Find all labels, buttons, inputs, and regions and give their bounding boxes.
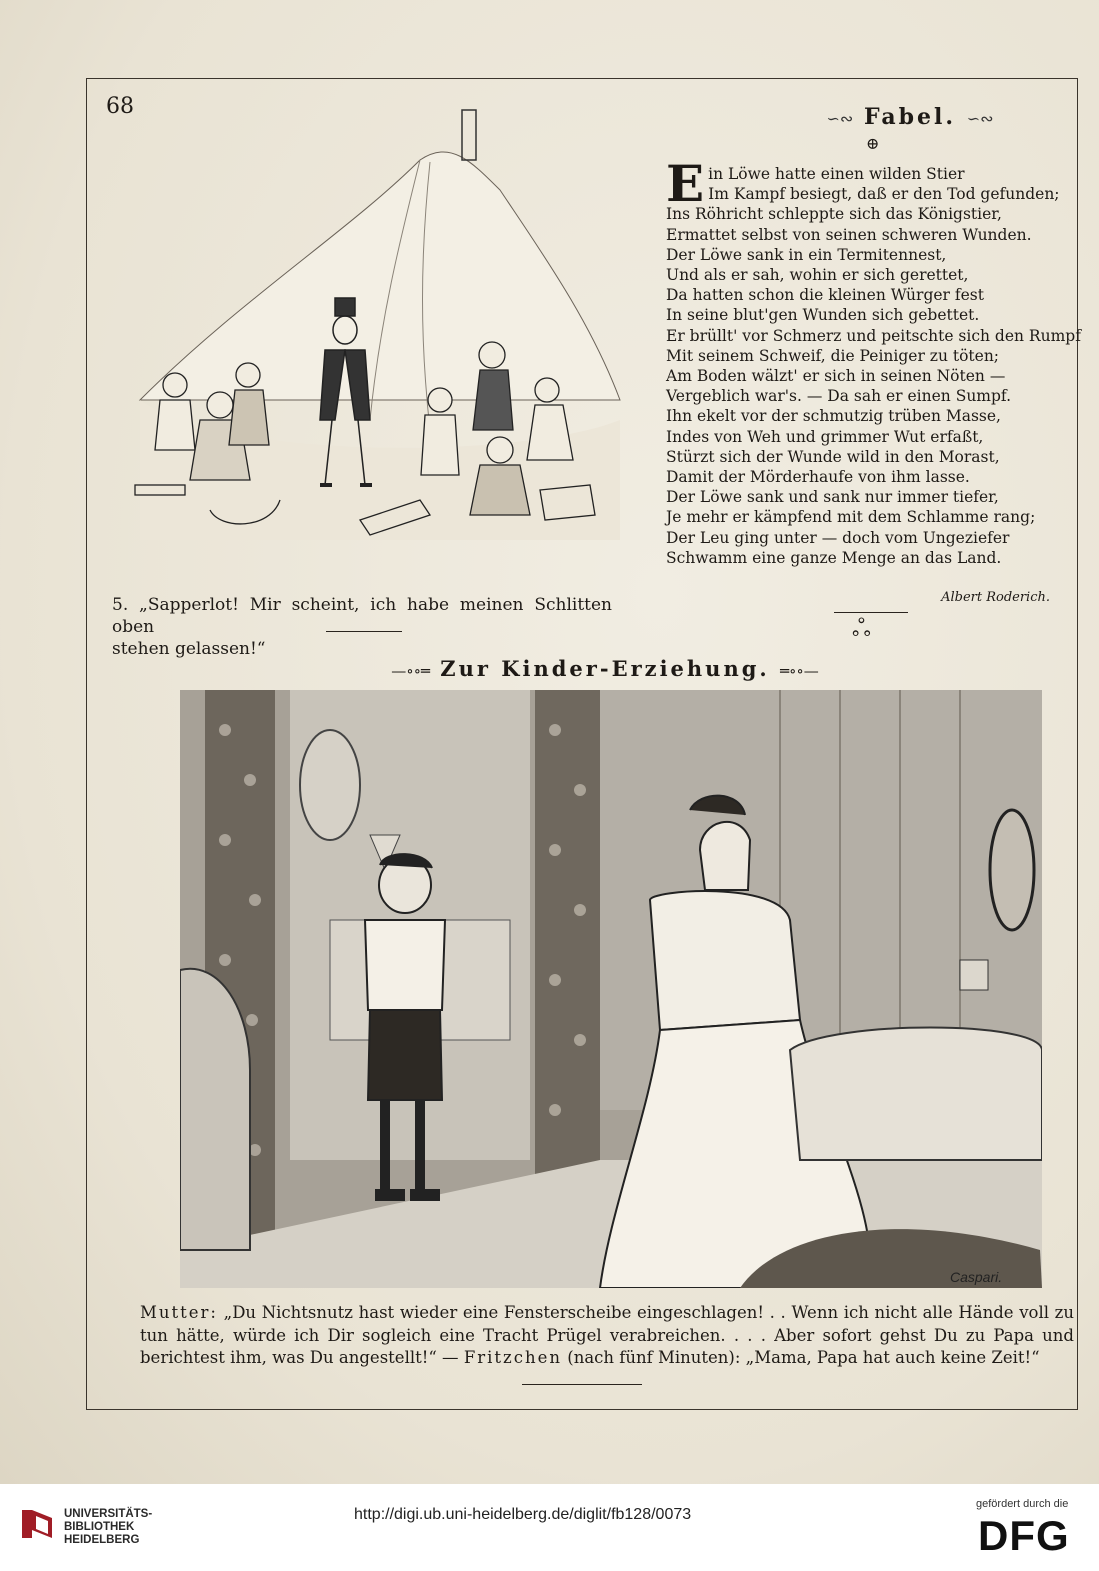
bottom-divider [522, 1384, 642, 1385]
flourish-left-icon: —∘∘═ [391, 662, 430, 680]
library-name [64, 1508, 152, 1547]
fable-divider [834, 612, 908, 613]
speaker-fritzchen: Fritzchen [463, 1348, 563, 1367]
flourish-right-icon: ═∘∘— [780, 662, 819, 680]
poem-line: Mit seinem Schweif, die Peiniger zu töten; [666, 346, 1000, 365]
poem-line: Indes von Weh und grimmer Wut erfaßt, [666, 427, 984, 446]
illustration-caption [112, 594, 612, 660]
library-name-line: BIBLIOTHEK [64, 1521, 135, 1533]
speaker-mother: Mutter: [140, 1303, 218, 1322]
fable-author: Albert Roderich. [941, 590, 1050, 605]
bow-ornament-icon: ஃ [852, 614, 871, 642]
footer-bar [0, 1484, 1099, 1571]
poem-line: Da hatten schon die kleinen Würger fest [666, 286, 984, 305]
drop-cap: E [666, 154, 705, 213]
poem-line: Er brüllt' vor Schmerz und peitschte sich den Rumpf [666, 326, 1081, 345]
fable-poem [666, 154, 1081, 568]
poem-line: Ermattet selbst von seinen schweren Wunden. [666, 225, 1032, 244]
sledding-illustration [120, 100, 640, 580]
library-name-line: HEIDELBERG [64, 1534, 140, 1546]
poem-line: Schwamm eine ganze Menge an das Land. [666, 548, 1002, 567]
caption-divider [326, 631, 402, 632]
poem-line: Ins Röhricht schleppte sich das Königstier, [666, 205, 1002, 224]
source-url-link[interactable]: http://digi.ub.uni-heidelberg.de/diglit/fb128/0073 [354, 1506, 692, 1523]
fable-title [760, 104, 1060, 130]
poem-line: Stürzt sich der Wunde wild in den Morast, [666, 447, 1000, 466]
dfg-logo: DFG [978, 1512, 1070, 1559]
illustration-main-caption [140, 1302, 1074, 1370]
poem-line: Der Löwe sank in ein Termitennest, [666, 245, 947, 264]
poem-line: Im Kampf besiegt, daß er den Tod gefunden; [708, 185, 1060, 204]
section-title-text: Zur Kinder-Erziehung. [440, 656, 770, 681]
poem-line: Damit der Mörderhaufe von ihm lasse. [666, 468, 970, 487]
ornament-icon: ⊕ [866, 134, 880, 153]
poem-line: Je mehr er kämpfend mit dem Schlamme rang; [666, 508, 1036, 527]
caption-line-2: stehen gelassen!“ [112, 639, 266, 659]
poem-line: Der Löwe sank und sank nur immer tiefer, [666, 488, 999, 507]
mother-and-son-illustration [180, 690, 1042, 1288]
page-number: 68 [106, 94, 134, 119]
university-library-logo-icon [18, 1504, 58, 1544]
poem-line: Vergeblich war's. — Da sah er einen Sumpf. [666, 387, 1012, 406]
poem-line: Der Leu ging unter — doch vom Ungeziefer [666, 528, 1010, 547]
poem-line: Ihn ekelt vor der schmutzig trüben Masse, [666, 407, 1001, 426]
flourish-right-icon: ∽∾ [966, 109, 994, 128]
caption-line-1: 5. „Sapperlot! Mir scheint, ich habe meinen Schlitten oben [112, 595, 612, 637]
fable-title-text: Fabel. [863, 104, 957, 130]
funded-by-label: gefördert durch die [976, 1498, 1069, 1510]
poem-line: Und als er sah, wohin er sich gerettet, [666, 266, 969, 285]
caption-text-1: „Du Nichtsnutz hast wieder eine Fensterscheibe eingeschlagen! . . Wenn ich nicht alle Hände voll zu tun hätte, würde ich Dir sogleich eine Tracht Prügel verabreichen. . . . Aber sofort gehst Du zu Papa und berichtest ihm, was Du angestellt!“ — [140, 1303, 1074, 1367]
poem-line: Am Boden wälzt' er sich in seinen Nöten — [666, 367, 1006, 386]
library-name-line: UNIVERSITÄTS- [64, 1508, 153, 1520]
poem-line: In seine blut'gen Wunden sich gebettet. [666, 306, 980, 325]
flourish-left-icon: ∽∾ [826, 109, 854, 128]
caption-text-2: (nach fünf Minuten): „Mama, Papa hat auch keine Zeit!“ [562, 1348, 1040, 1367]
poem-line: in Löwe hatte einen wilden Stier [708, 165, 965, 183]
section-title [385, 656, 825, 681]
artist-signature: Caspari. [950, 1269, 1003, 1285]
